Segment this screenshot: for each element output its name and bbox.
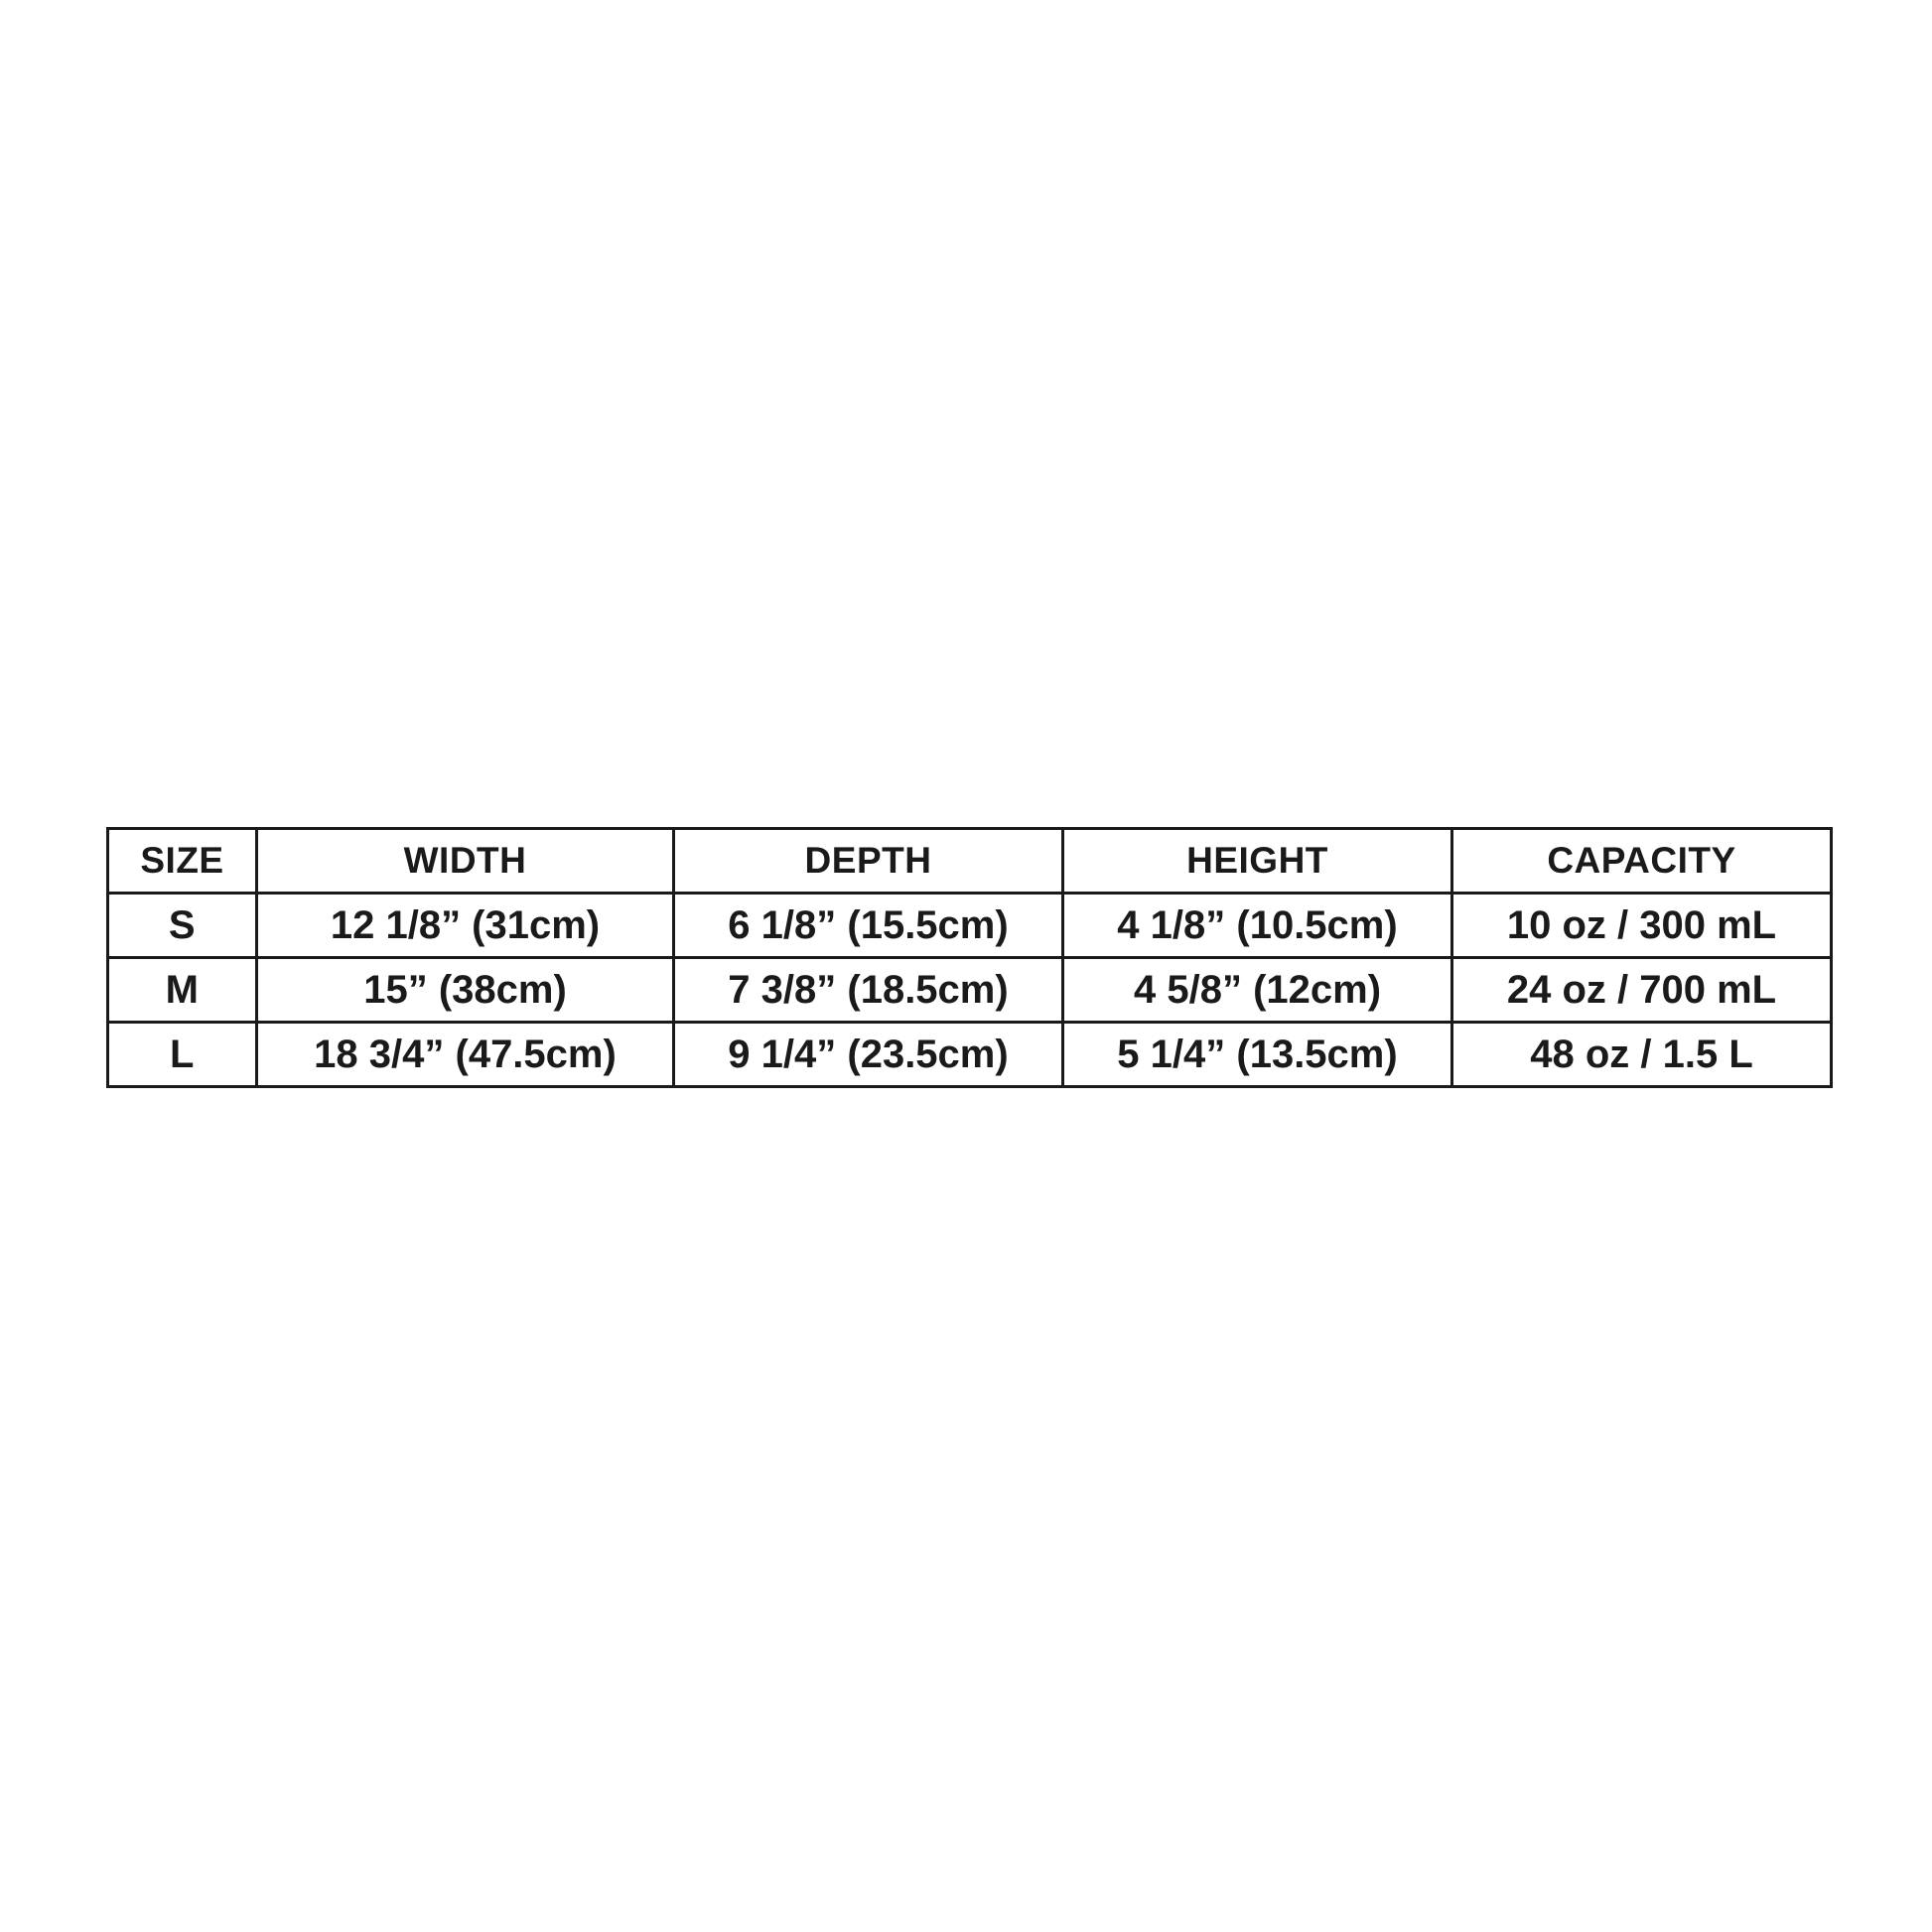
size-chart-body — [108, 894, 1832, 1087]
column-header-height: HEIGHT — [1063, 829, 1452, 894]
table-row — [108, 958, 1832, 1023]
column-header-width: WIDTH — [257, 829, 674, 894]
cell-capacity: 10 oz / 300 mL — [1452, 894, 1832, 958]
table-row — [108, 894, 1832, 958]
cell-width: 15” (38cm) — [257, 958, 674, 1023]
cell-capacity: 48 oz / 1.5 L — [1452, 1023, 1832, 1087]
cell-height: 4 5/8” (12cm) — [1063, 958, 1452, 1023]
cell-size: L — [108, 1023, 257, 1087]
cell-depth: 9 1/4” (23.5cm) — [674, 1023, 1063, 1087]
column-header-size: SIZE — [108, 829, 257, 894]
cell-size: M — [108, 958, 257, 1023]
cell-size: S — [108, 894, 257, 958]
cell-height: 5 1/4” (13.5cm) — [1063, 1023, 1452, 1087]
cell-width: 12 1/8” (31cm) — [257, 894, 674, 958]
cell-height: 4 1/8” (10.5cm) — [1063, 894, 1452, 958]
size-chart-header — [108, 829, 1832, 894]
size-chart-table — [106, 827, 1833, 1088]
cell-depth: 6 1/8” (15.5cm) — [674, 894, 1063, 958]
column-header-depth: DEPTH — [674, 829, 1063, 894]
cell-width: 18 3/4” (47.5cm) — [257, 1023, 674, 1087]
table-row — [108, 1023, 1832, 1087]
table-header-row — [108, 829, 1832, 894]
column-header-capacity: CAPACITY — [1452, 829, 1832, 894]
size-chart-container — [106, 827, 1830, 1088]
cell-depth: 7 3/8” (18.5cm) — [674, 958, 1063, 1023]
cell-capacity: 24 oz / 700 mL — [1452, 958, 1832, 1023]
